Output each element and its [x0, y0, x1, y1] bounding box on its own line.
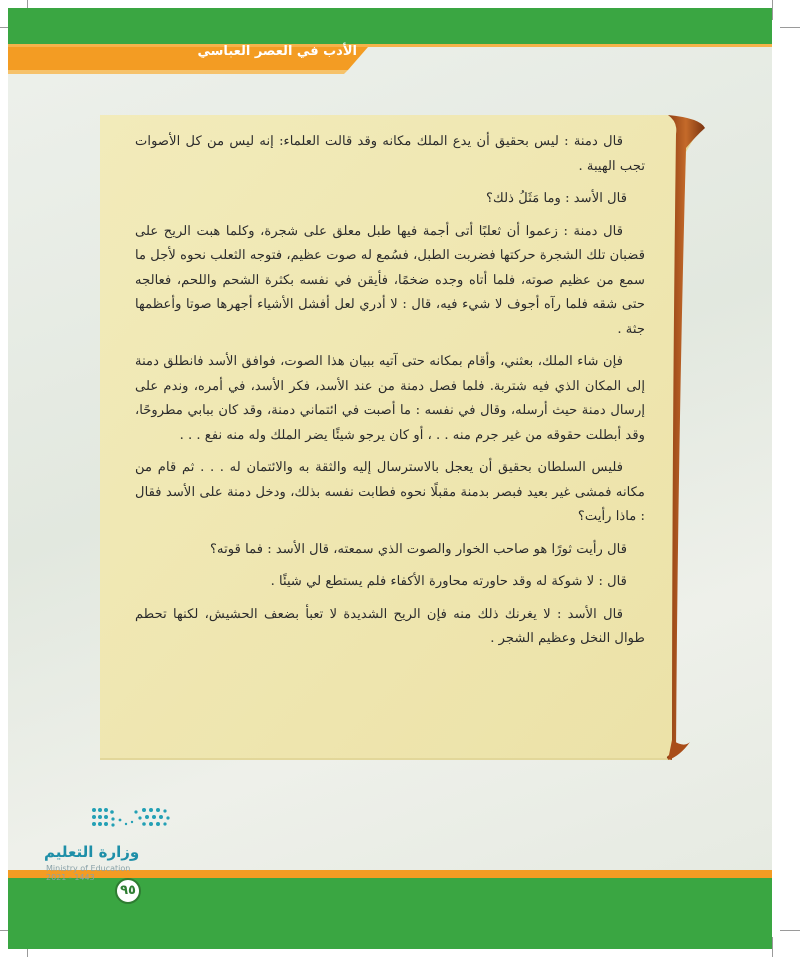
paragraph: قال : لا شوكة له وقد حاورته محاورة الأكفاء فلم يستطع لي شيئًا .	[270, 574, 627, 589]
section-title: الأدب في العصر العباسي	[197, 44, 357, 59]
page-number: ٩٥	[115, 878, 141, 904]
logo-subtitle: Ministry of Education	[46, 864, 131, 873]
paragraph: قال الأسد : وما مَثَلُ ذلك؟	[486, 191, 627, 206]
story-text	[135, 130, 645, 660]
paragraph: قال دمنة : ليس بحقيق أن يدع الملك مكانه وقد قالت العلماء: إنه ليس من كل الأصوات تجب الهيبة .	[135, 134, 645, 174]
paragraph: قال دمنة : زعموا أن ثعلبًا أتى أجمة فيها طبل معلق على شجرة، وكلما هبت الريح على قضبان تلك الشجرة حركتها فضربت الطبل، فسُمع له صوت عظيم، فتوجه الثعلب نحوه لأجل ما سمع من عظيم صوته، فلما أتاه وجده ضخمًا، فأيقن في نفسه بكثرة الشحم واللحم، فعالجه حتى شقه فلما رآه أجوف لا شيء فيه، قال : لا أدري لعل أفشل الأشياء أجهرها صوتا وأعظمها جثة .	[135, 223, 645, 337]
paragraph: قال رأيت ثورًا هو صاحب الخوار والصوت الذي سمعته، قال الأسد : فما قوته؟	[210, 541, 627, 557]
paragraph: فليس السلطان بحقيق أن يعجل بالاسترسال إليه والثقة به والائتمان له . . . ثم قام من مكانه فمشى غير بعيد فبصر بدمنة مقبلًا نحوه فطابت نفسه بذلك، ودخل دمنة على الأسد فقال : ماذا رأيت؟	[135, 460, 645, 524]
logo-year: 2021 - 1443	[46, 873, 95, 882]
logo-text: وزارة التعليم	[44, 843, 140, 861]
paragraph: فإن شاء الملك، بعثني، وأقام بمكانه حتى آتيه ببيان هذا الصوت، فوافق الأسد فانطلق دمنة إلى المكان الذي فيه شتربة. فلما فصل دمنة من عند الأسد، فكر الأسد، في أمره، وندم على إرسال دمنة حيث أرسله، وقال في نفسه : ما أصبت في ائتماني دمنة، وقد كان ببابي مطروحًا، وقد أبطلت حقوقه من غير جرم منه . . ، أو كان يرجو شيئًا يضر الملك وله منه نفع . . .	[135, 354, 645, 443]
paragraph: قال الأسد : لا يغرنك ذلك منه فإن الريح الشديدة لا تعبأ بضعف الحشيش، لكنها تحطم طوال النخل وعظيم الشجر .	[135, 606, 645, 646]
ministry-logo-icon	[36, 800, 186, 840]
